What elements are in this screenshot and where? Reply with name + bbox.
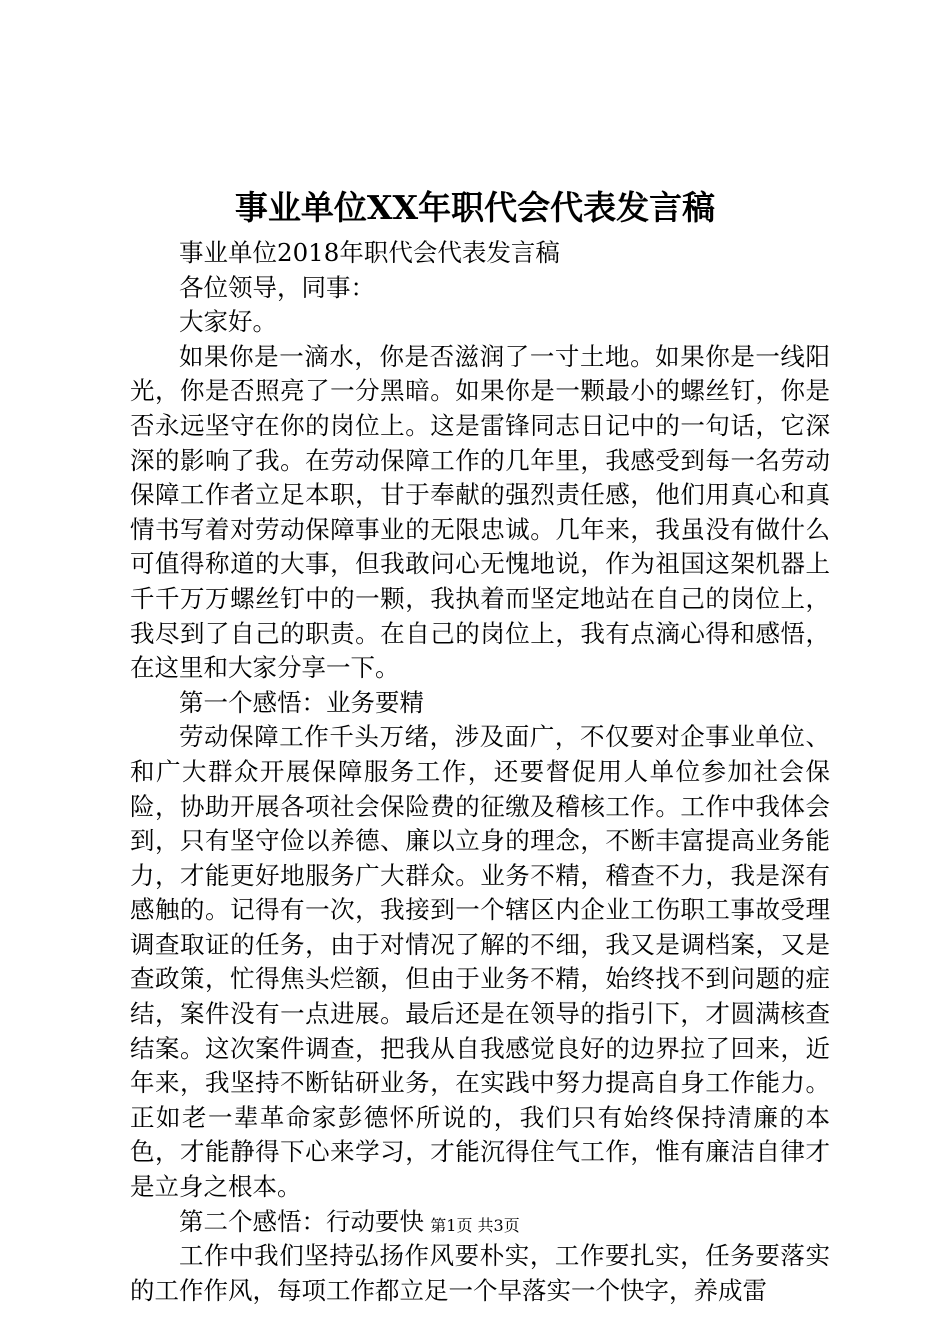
subtitle-paragraph: 事业单位2018年职代会代表发言稿: [179, 238, 560, 267]
section-heading: 第一个感悟：业务要精: [179, 687, 424, 717]
salutation-paragraph: 各位领导，同事：: [179, 272, 375, 302]
document-title: 事业单位XX年职代会代表发言稿: [234, 188, 716, 227]
body-paragraph: 工作中我们坚持弘扬作风要朴实，工作要扎实，任务要落实的工作作风，每项工作都立足一个早落实一个快字，养成雷: [130, 1241, 830, 1305]
document-body: [130, 236, 830, 1308]
greeting-paragraph: 大家好。: [179, 307, 277, 337]
page-number-footer: 第1页 共3页: [430, 1216, 520, 1235]
body-paragraph: 劳动保障工作千头万绪，涉及面广，不仅要对企事业单位、和广大群众开展保障服务工作，还要督促用人单位参加社会保险，协助开展各项社会保险费的征缴及稽核工作。工作中我体会到，只有坚守俭以养德、廉以立身的理念，不断丰富提高业务能力，才能更好地服务广大群众。业务不精，稽查不力，我是深有感触的。记得有一次，我接到一个辖区内企业工伤职工事故受理调查取证的任务，由于对情况了解的不细，我又是调档案，又是查政策，忙得焦头烂额，但由于业务不精，始终找不到问题的症结，案件没有一点进展。最后还是在领导的指引下，才圆满核查结案。这次案件调查，把我从自我感觉良好的边界拉了回来，近年来，我坚持不断钻研业务，在实践中努力提高自身工作能力。正如老一辈革命家彭德怀所说的，我们只有始终保持清廉的本色，才能静得下心来学习，才能沉得住气工作，惟有廉洁自律才是立身之根本。: [130, 722, 830, 1202]
body-paragraph: 如果你是一滴水，你是否滋润了一寸土地。如果你是一线阳光，你是否照亮了一分黑暗。如果你是一颗最小的螺丝钉，你是否永远坚守在你的岗位上。这是雷锋同志日记中的一句话，它深深的影响了我。在劳动保障工作的几年里，我感受到每一名劳动保障工作者立足本职，甘于奉献的强烈责任感，他们用真心和真情书写着对劳动保障事业的无限忠诚。几年来，我虽没有做什么可值得称道的大事，但我敢问心无愧地说，作为祖国这架机器上千千万万螺丝钉中的一颗，我执着而坚定地站在自己的岗位上，我尽到了自己的职责。在自己的岗位上，我有点滴心得和感悟，在这里和大家分享一下。: [130, 341, 830, 683]
section-heading: 第二个感悟：行动要快: [179, 1206, 424, 1236]
